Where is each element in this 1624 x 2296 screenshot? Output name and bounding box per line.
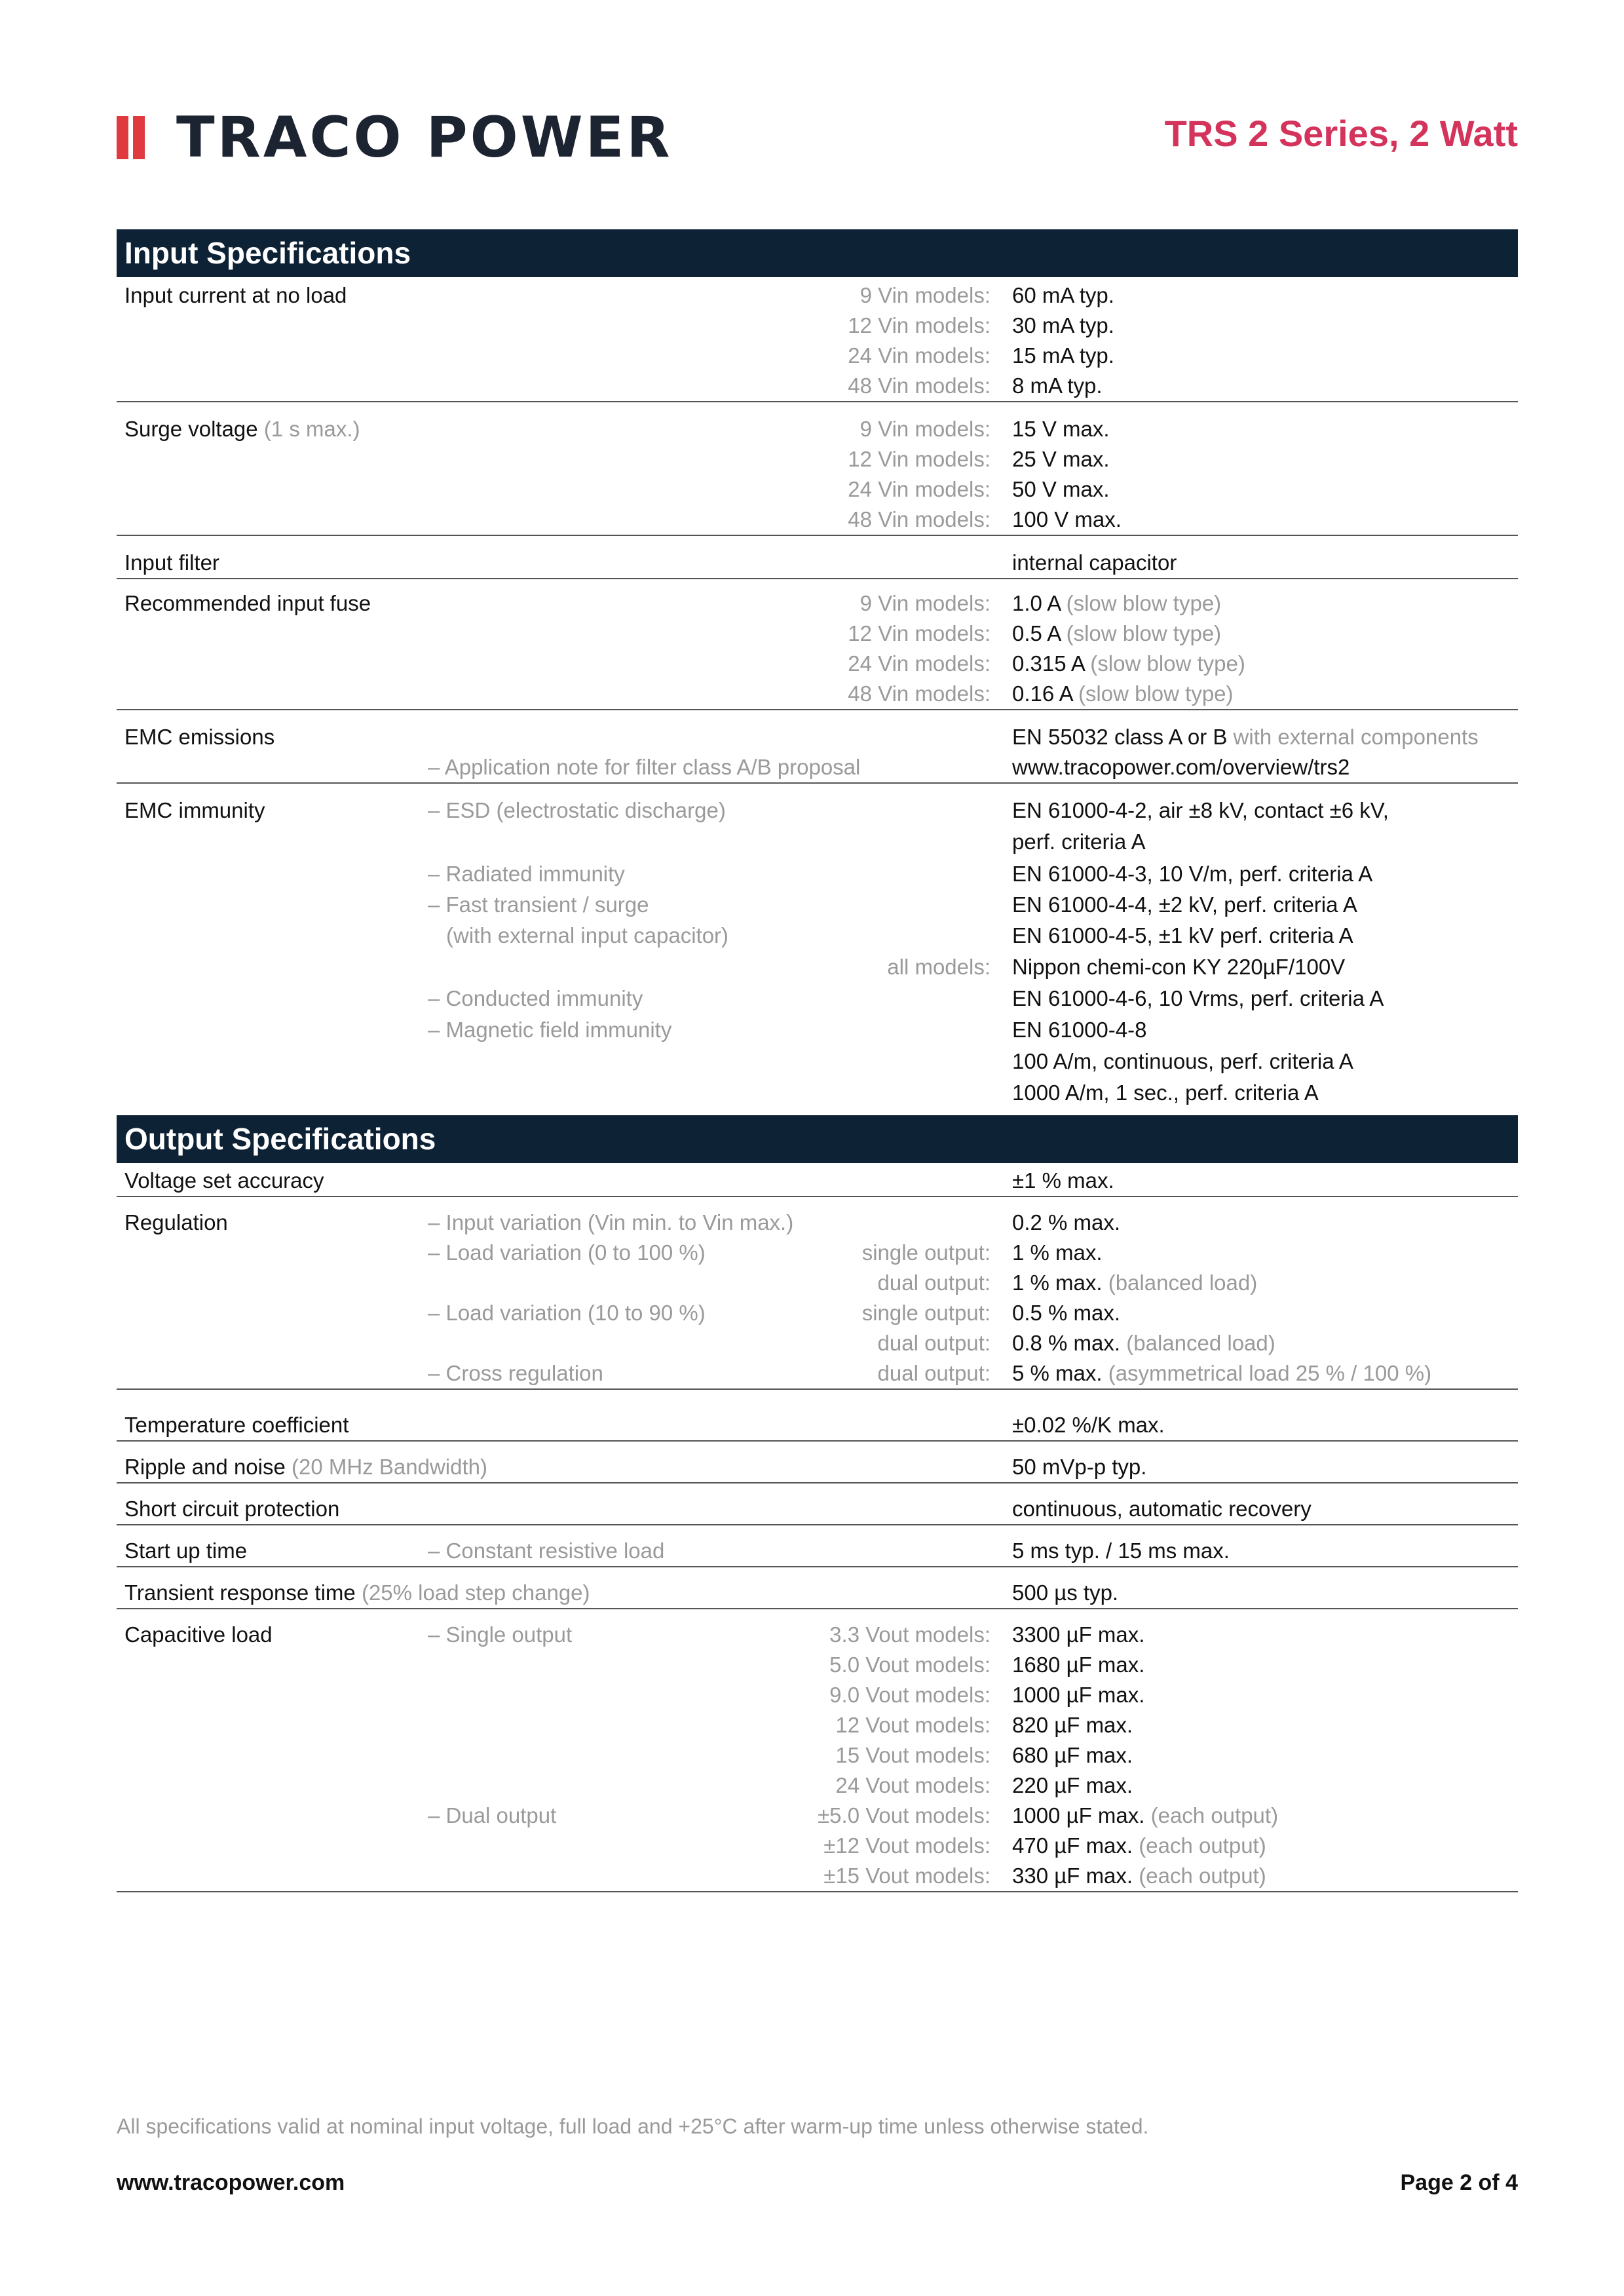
- spec-value-text: 0.315 A: [1012, 651, 1085, 676]
- spec-label: Input filter: [124, 550, 219, 575]
- spec-row: [117, 1166, 1518, 1196]
- spec-row: [117, 1014, 1518, 1046]
- spec-value-text: 1.0 A: [1012, 591, 1061, 615]
- spec-row: [117, 1680, 1518, 1710]
- spec-value: continuous, automatic recovery: [1012, 1497, 1312, 1521]
- spec-value-note: (each output): [1139, 1833, 1266, 1858]
- spec-value: 0.5 % max.: [1012, 1301, 1121, 1325]
- spec-row: [117, 889, 1518, 920]
- spec-value: ±1 % max.: [1012, 1168, 1114, 1193]
- spec-value: 30 mA typ.: [1012, 313, 1114, 337]
- spec-qualifier: dual output:: [877, 1361, 991, 1385]
- spec-value-note: (each output): [1139, 1864, 1266, 1888]
- spec-value-text: 470 µF max.: [1012, 1833, 1133, 1858]
- spec-row: [117, 951, 1518, 983]
- spec-value-text: 0.5 A: [1012, 621, 1061, 645]
- spec-qualifier: ±5.0 Vout models:: [818, 1803, 991, 1827]
- spec-condition: – Constant resistive load: [428, 1539, 665, 1563]
- spec-qualifier: 12 Vout models:: [835, 1713, 991, 1737]
- spec-value: 1000 A/m, 1 sec., perf. criteria A: [1012, 1081, 1319, 1105]
- spec-value: 50 V max.: [1012, 477, 1110, 501]
- spec-short-circuit-protection: [117, 1494, 1518, 1525]
- spec-condition: – Cross regulation: [428, 1361, 603, 1385]
- spec-row: [117, 1494, 1518, 1524]
- spec-label-text: Surge voltage: [124, 417, 258, 441]
- spec-label: EMC emissions: [124, 725, 275, 749]
- spec-label-note: (20 MHz Bandwidth): [292, 1455, 487, 1479]
- spec-row: [117, 1298, 1518, 1328]
- spec-condition: – Conducted immunity: [428, 986, 643, 1010]
- spec-temperature-coefficient: [117, 1410, 1518, 1442]
- spec-qualifier: 24 Vout models:: [835, 1773, 991, 1797]
- spec-value: [1012, 1831, 1266, 1861]
- spec-qualifier: 24 Vin models:: [848, 651, 991, 676]
- spec-row: [117, 1740, 1518, 1770]
- spec-label: [124, 1452, 487, 1482]
- spec-value-note: (each output): [1150, 1803, 1279, 1827]
- spec-value: [1012, 619, 1221, 649]
- spec-qualifier: ±12 Vout models:: [823, 1833, 991, 1858]
- spec-qualifier: 12 Vin models:: [848, 447, 991, 471]
- spec-value: 100 A/m, continuous, perf. criteria A: [1012, 1049, 1353, 1073]
- spec-value: [1012, 1268, 1257, 1298]
- spec-input-current-no-load: [117, 280, 1518, 402]
- spec-qualifier: 9.0 Vout models:: [829, 1683, 991, 1707]
- spec-row: [117, 983, 1518, 1014]
- logo-mark-icon: [117, 116, 145, 159]
- spec-value: EN 61000-4-6, 10 Vrms, perf. criteria A: [1012, 986, 1384, 1010]
- spec-condition: – Radiated immunity: [428, 862, 625, 886]
- spec-value: internal capacitor: [1012, 550, 1177, 575]
- spec-value: 500 µs typ.: [1012, 1580, 1119, 1605]
- spec-value-note: (slow blow type): [1066, 621, 1222, 645]
- spec-label: Temperature coefficient: [124, 1413, 349, 1437]
- spec-qualifier: dual output:: [877, 1271, 991, 1295]
- spec-value: [1012, 679, 1234, 709]
- spec-condition: – Magnetic field immunity: [428, 1018, 672, 1042]
- spec-row: [117, 444, 1518, 474]
- spec-row: [117, 1861, 1518, 1891]
- spec-qualifier: 5.0 Vout models:: [829, 1653, 991, 1677]
- spec-qualifier: 12 Vin models:: [848, 313, 991, 337]
- spec-row: [117, 1238, 1518, 1268]
- spec-value: Nippon chemi-con KY 220µF/100V: [1012, 955, 1346, 979]
- spec-label-text: Ripple and noise: [124, 1455, 286, 1479]
- spec-label: [124, 414, 360, 444]
- footer-website-link[interactable]: www.tracopower.com: [117, 2170, 345, 2195]
- spec-label: Input current at no load: [124, 283, 347, 307]
- spec-value: 1680 µF max.: [1012, 1653, 1145, 1677]
- spec-condition: – Load variation (10 to 90 %): [428, 1301, 706, 1325]
- spec-qualifier: 24 Vin models:: [848, 343, 991, 368]
- spec-value: 50 mVp-p typ.: [1012, 1455, 1147, 1479]
- spec-capacitive-load: [117, 1620, 1518, 1892]
- spec-condition: (with external input capacitor): [446, 923, 729, 947]
- spec-row: [117, 752, 1518, 782]
- spec-value: EN 61000-4-2, air ±8 kV, contact ±6 kV,: [1012, 798, 1389, 822]
- spec-qualifier: 24 Vin models:: [848, 477, 991, 501]
- spec-value-text: 1000 µF max.: [1012, 1803, 1145, 1827]
- spec-emc-immunity: [117, 795, 1518, 1109]
- spec-label-text: Transient response time: [124, 1580, 356, 1605]
- spec-value: 220 µF max.: [1012, 1773, 1133, 1797]
- spec-row: [117, 341, 1518, 371]
- spec-row: [117, 679, 1518, 709]
- spec-value: perf. criteria A: [1012, 830, 1146, 854]
- spec-row: [117, 1620, 1518, 1650]
- spec-value: 3300 µF max.: [1012, 1622, 1145, 1647]
- spec-condition: – Application note for filter class A/B proposal: [428, 755, 861, 779]
- spec-label: Regulation: [124, 1210, 228, 1234]
- spec-row: [117, 280, 1518, 311]
- spec-value: 0.2 % max.: [1012, 1210, 1121, 1234]
- spec-row: [117, 1268, 1518, 1298]
- spec-value-text: 0.16 A: [1012, 681, 1072, 706]
- spec-value-text: 330 µF max.: [1012, 1864, 1133, 1888]
- spec-value: 1 % max.: [1012, 1240, 1103, 1265]
- spec-row: [117, 548, 1518, 578]
- spec-value: 15 mA typ.: [1012, 343, 1114, 368]
- spec-label: Recommended input fuse: [124, 591, 371, 615]
- spec-recommended-input-fuse: [117, 588, 1518, 710]
- page-number: Page 2 of 4: [1400, 2170, 1518, 2195]
- spec-row: [117, 1770, 1518, 1801]
- input-specifications-header: Input Specifications: [117, 229, 1518, 277]
- spec-qualifier: single output:: [861, 1301, 991, 1325]
- spec-value: [1012, 1801, 1278, 1831]
- spec-row: [117, 1831, 1518, 1861]
- spec-condition: – Single output: [428, 1622, 573, 1647]
- spec-value-note: (slow blow type): [1090, 651, 1245, 676]
- series-title: TRS 2 Series, 2 Watt: [1164, 113, 1518, 154]
- spec-qualifier: 48 Vin models:: [848, 681, 991, 706]
- spec-qualifier: 9 Vin models:: [859, 591, 991, 615]
- spec-row: [117, 371, 1518, 401]
- spec-row: [117, 1650, 1518, 1680]
- spec-row: [117, 795, 1518, 826]
- spec-value: 8 mA typ.: [1012, 373, 1103, 398]
- spec-value-text: 5 % max.: [1012, 1361, 1103, 1385]
- spec-label-note: (25% load step change): [361, 1580, 590, 1605]
- spec-value: EN 61000-4-3, 10 V/m, perf. criteria A: [1012, 862, 1373, 886]
- spec-row: [117, 1801, 1518, 1831]
- spec-row: [117, 920, 1518, 951]
- spec-row: [117, 1328, 1518, 1358]
- spec-value: 100 V max.: [1012, 507, 1122, 531]
- spec-value-text: 1 % max.: [1012, 1271, 1103, 1295]
- spec-row: [117, 1358, 1518, 1388]
- spec-value: [1012, 1358, 1431, 1388]
- spec-value: 5 ms typ. / 15 ms max.: [1012, 1539, 1230, 1563]
- spec-row: [117, 649, 1518, 679]
- spec-row: [117, 1410, 1518, 1440]
- spec-value: EN 61000-4-8: [1012, 1018, 1147, 1042]
- spec-row: [117, 1208, 1518, 1238]
- spec-ripple-and-noise: [117, 1452, 1518, 1483]
- spec-value-note: (slow blow type): [1066, 591, 1222, 615]
- spec-row: [117, 1536, 1518, 1566]
- spec-value: [1012, 1861, 1266, 1891]
- spec-row: [117, 1046, 1518, 1077]
- spec-value-note: (balanced load): [1108, 1271, 1258, 1295]
- spec-value-note: (asymmetrical load 25 % / 100 %): [1108, 1361, 1432, 1385]
- spec-condition: – Fast transient / surge: [428, 892, 649, 917]
- output-specifications-header: Output Specifications: [117, 1115, 1518, 1163]
- spec-value-text: 0.8 % max.: [1012, 1331, 1121, 1355]
- spec-qualifier: 48 Vin models:: [848, 507, 991, 531]
- spec-row: [117, 311, 1518, 341]
- spec-condition: – Load variation (0 to 100 %): [428, 1240, 706, 1265]
- spec-qualifier: 9 Vin models:: [859, 283, 991, 307]
- spec-value-note: with external components: [1233, 725, 1479, 749]
- spec-row: [117, 474, 1518, 505]
- spec-label: Short circuit protection: [124, 1497, 340, 1521]
- spec-start-up-time: [117, 1536, 1518, 1567]
- spec-condition: – ESD (electrostatic discharge): [428, 798, 726, 822]
- brand-name: TRACO POWER: [176, 105, 673, 170]
- spec-value: ±0.02 %/K max.: [1012, 1413, 1165, 1437]
- spec-row: [117, 588, 1518, 619]
- spec-value: 25 V max.: [1012, 447, 1110, 471]
- spec-label: EMC immunity: [124, 798, 265, 822]
- spec-value: EN 61000-4-4, ±2 kV, perf. criteria A: [1012, 892, 1357, 917]
- spec-value: 1000 µF max.: [1012, 1683, 1145, 1707]
- spec-label: Start up time: [124, 1539, 248, 1563]
- spec-qualifier: ±15 Vout models:: [823, 1864, 991, 1888]
- spec-label: Voltage set accuracy: [124, 1168, 324, 1193]
- spec-value-note: (balanced load): [1126, 1331, 1275, 1355]
- spec-row: [117, 505, 1518, 535]
- spec-row: [117, 826, 1518, 858]
- spec-label: [124, 1578, 590, 1608]
- spec-value: [1012, 649, 1245, 679]
- spec-row: [117, 858, 1518, 889]
- footnote: All specifications valid at nominal input voltage, full load and +25°C after warm-up time unless otherwise stated.: [117, 2114, 1149, 2138]
- spec-regulation: [117, 1208, 1518, 1390]
- spec-value-note: (slow blow type): [1078, 681, 1234, 706]
- spec-qualifier: 48 Vin models:: [848, 373, 991, 398]
- spec-value-text: EN 55032 class A or B: [1012, 725, 1228, 749]
- spec-qualifier: single output:: [861, 1240, 991, 1265]
- spec-row: [117, 1578, 1518, 1608]
- spec-label-note: (1 s max.): [263, 417, 360, 441]
- spec-value: 680 µF max.: [1012, 1743, 1133, 1767]
- spec-transient-response-time: [117, 1578, 1518, 1609]
- spec-qualifier: dual output:: [877, 1331, 991, 1355]
- spec-qualifier: 15 Vout models:: [835, 1743, 991, 1767]
- spec-qualifier: 9 Vin models:: [859, 417, 991, 441]
- spec-value: [1012, 722, 1479, 752]
- spec-value: EN 61000-4-5, ±1 kV perf. criteria A: [1012, 923, 1353, 947]
- spec-row: [117, 414, 1518, 444]
- spec-value: 820 µF max.: [1012, 1713, 1133, 1737]
- spec-surge-voltage: [117, 414, 1518, 536]
- spec-emc-emissions: [117, 722, 1518, 784]
- spec-row: [117, 1077, 1518, 1109]
- spec-value: [1012, 588, 1221, 619]
- spec-row: [117, 1452, 1518, 1482]
- spec-value: [1012, 1328, 1275, 1358]
- spec-row: [117, 619, 1518, 649]
- spec-condition: – Input variation (Vin min. to Vin max.): [428, 1210, 794, 1234]
- spec-row: [117, 1710, 1518, 1740]
- spec-condition: – Dual output: [428, 1803, 557, 1827]
- spec-value: 15 V max.: [1012, 417, 1110, 441]
- spec-qualifier: all models:: [887, 955, 991, 979]
- application-note-link[interactable]: www.tracopower.com/overview/trs2: [1012, 755, 1350, 779]
- spec-qualifier: 12 Vin models:: [848, 621, 991, 645]
- spec-value: 60 mA typ.: [1012, 283, 1114, 307]
- spec-qualifier: 3.3 Vout models:: [829, 1622, 991, 1647]
- brand-logo: [117, 105, 673, 170]
- spec-input-filter: [117, 548, 1518, 579]
- spec-row: [117, 722, 1518, 752]
- spec-voltage-set-accuracy: [117, 1166, 1518, 1197]
- spec-label: Capacitive load: [124, 1622, 273, 1647]
